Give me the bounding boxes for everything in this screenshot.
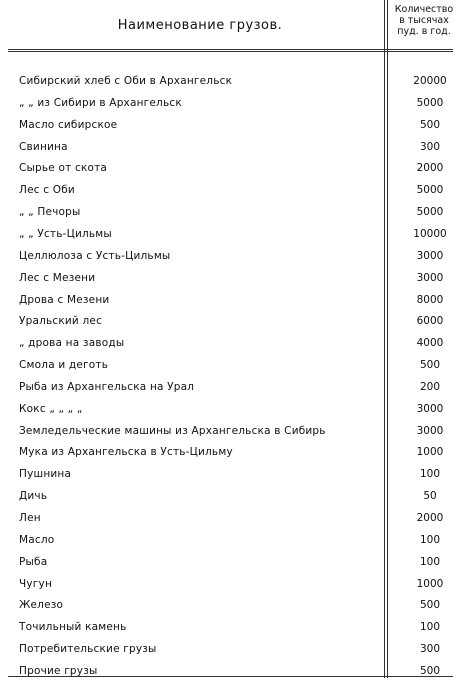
cargo-name-cell: Лес с Мезени [19,271,96,284]
cargo-name-cell: Целлюлоза с Усть-Цильмы [19,249,171,262]
column-header-name: Наименование грузов. [117,18,283,33]
cargo-name-cell: „ „ из Сибири в Архангельск [19,96,182,109]
cargo-name-cell: Пушнина [19,468,72,481]
cargo-name-cell: Сырье от скота [19,162,108,175]
cargo-quantity-cell: 500 [419,359,441,372]
cargo-quantity-cell: 3000 [416,402,444,415]
table-row [0,294,459,312]
table-row [0,578,459,596]
cargo-quantity-cell: 100 [419,468,441,481]
table-row [0,599,459,617]
table-row [0,512,459,530]
cargo-name-cell: Мука из Архангельска в Усть-Цильму [19,446,233,459]
cargo-name-cell: Точильный камень [19,621,127,634]
cargo-name-cell: Дичь [19,490,48,503]
cargo-quantity-cell: 300 [419,643,441,656]
cargo-name-cell: Лен [19,512,41,524]
table-row [0,315,459,333]
table-row [0,381,459,399]
cargo-quantity-cell: 3000 [416,271,444,284]
table-row [0,643,459,661]
cargo-quantity-cell: 100 [419,533,441,546]
table-row [0,556,459,574]
cargo-quantity-cell: 10000 [413,227,447,240]
table-row [0,75,459,93]
cargo-quantity-cell: 500 [419,664,441,677]
cargo-quantity-cell: 5000 [416,96,444,109]
cargo-name-cell: Железо [19,599,64,612]
column-header-quantity [392,4,456,37]
cargo-quantity-cell: 300 [419,140,441,153]
cargo-name-cell: Сибирский хлеб с Оби в Архангельск [19,75,233,87]
cargo-quantity-cell: 3000 [416,249,444,262]
cargo-name-cell: Чугун [19,577,53,590]
table-row [0,141,459,159]
table-row [0,184,459,202]
cargo-name-cell: Рыба [19,555,48,568]
cargo-quantity-cell: 2000 [416,512,444,524]
cargo-name-cell: Прочие грузы [19,664,98,677]
cargo-quantity-cell: 1000 [416,577,444,590]
cargo-name-cell: „ „ Печоры [19,206,81,219]
table-row [0,425,459,443]
quantity-header-line: Количество [394,4,454,15]
table-row [0,250,459,268]
table-row [0,162,459,180]
cargo-name-cell: Смола и деготь [19,359,109,372]
table-row [0,119,459,137]
cargo-name-cell: Кокс „ „ „ „ [19,402,83,415]
table-row [0,228,459,246]
cargo-name-cell: Уральский лес [19,315,103,328]
cargo-quantity-cell: 6000 [416,315,444,328]
table-row [0,97,459,115]
cargo-quantity-cell: 3000 [416,424,444,437]
table-row [0,337,459,355]
cargo-quantity-cell: 500 [419,118,441,131]
cargo-quantity-cell: 8000 [416,293,444,306]
cargo-quantity-cell: 500 [419,599,441,612]
cargo-name-cell: Рыба из Архангельска на Урал [19,380,195,393]
table-row [0,403,459,421]
cargo-quantity-cell: 100 [419,555,441,568]
cargo-quantity-cell: 50 [423,490,437,503]
cargo-name-cell: Свинина [19,140,68,153]
cargo-name-cell: Лес с Оби [19,184,75,197]
cargo-quantity-cell: 100 [419,621,441,634]
table-row [0,490,459,508]
table-row [0,446,459,464]
cargo-quantity-cell: 1000 [416,446,444,459]
cargo-quantity-cell: 20000 [413,75,447,87]
cargo-quantity-cell: 2000 [416,162,444,175]
cargo-name-cell: Масло сибирское [19,118,118,131]
quantity-header-line: пуд. в год. [397,26,451,37]
cargo-name-cell: Масло [19,533,55,546]
cargo-name-cell: „ „ Усть-Цильмы [19,227,112,240]
cargo-quantity-cell: 4000 [416,337,444,350]
table-row [0,665,459,683]
table-row [0,206,459,224]
quantity-header-line: в тысячах [399,15,449,26]
cargo-name-cell: Земледельческие машины из Архангельска в Сибирь [19,424,326,437]
table-row [0,468,459,486]
cargo-quantity-cell: 5000 [416,206,444,219]
cargo-quantity-cell: 5000 [416,184,444,197]
table-row [0,272,459,290]
cargo-name-cell: Потребительские грузы [19,643,157,656]
table-row [0,359,459,377]
cargo-name-cell: Дрова с Мезени [19,293,110,306]
cargo-name-cell: „ дрова на заводы [19,337,125,350]
table-row [0,534,459,552]
cargo-quantity-cell: 200 [419,380,441,393]
table-row [0,621,459,639]
